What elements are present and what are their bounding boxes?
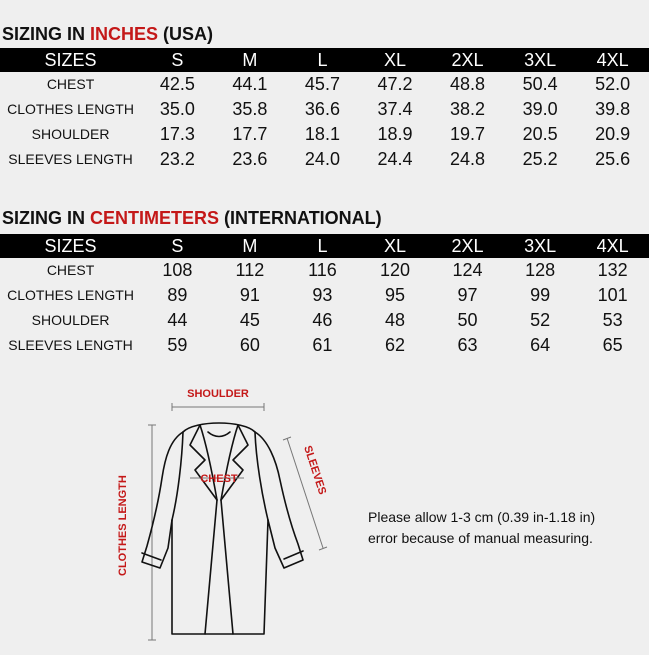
table-cell: 38.2: [450, 99, 486, 119]
table-cell: 45: [239, 310, 260, 330]
table-cell: 47.2: [377, 74, 413, 94]
table-cell: 89: [167, 285, 188, 305]
table-cell: 116: [308, 260, 337, 280]
shoulder-label: SHOULDER: [187, 388, 249, 400]
table-cell: 23.2: [159, 149, 195, 169]
table-cell: 64: [530, 335, 551, 355]
table-cell: 23.6: [232, 149, 268, 169]
inches-title-suffix: (USA): [158, 24, 214, 44]
cm-title-prefix: SIZING IN: [2, 208, 91, 228]
table-row: [0, 283, 649, 308]
header-size-xl: XL: [383, 50, 406, 70]
inches-title-prefix: SIZING IN: [2, 24, 91, 44]
coat-measurement-diagram: [100, 378, 340, 648]
table-cell: 124: [452, 260, 483, 280]
row-label: SHOULDER: [31, 312, 110, 328]
table-cell: 53: [602, 310, 623, 330]
table-cell: 120: [379, 260, 411, 280]
table-row: [0, 333, 649, 358]
table-cell: 128: [525, 260, 556, 280]
header-size-2xl: 2XL: [451, 50, 484, 70]
header-size-xl: XL: [383, 236, 406, 256]
sleeves-label: SLEEVES: [301, 444, 329, 497]
table-cell: 39.8: [595, 99, 631, 119]
table-cell: 20.9: [595, 124, 631, 144]
table-cell: 37.4: [377, 99, 413, 119]
clothes-length-label: CLOTHES LENGTH: [117, 475, 129, 576]
cm-title-suffix: (INTERNATIONAL): [219, 208, 382, 228]
table-cell: 52: [530, 310, 551, 330]
inches-section-title: [2, 22, 213, 46]
row-label: SLEEVES LENGTH: [8, 151, 133, 167]
header-size-3xl: 3XL: [524, 236, 557, 256]
header-size-s: S: [171, 50, 184, 70]
table-cell: 35.0: [159, 99, 195, 119]
row-label: CLOTHES LENGTH: [7, 101, 134, 117]
table-cell: 46: [312, 310, 333, 330]
table-cell: 18.1: [304, 124, 340, 144]
inches-size-table: [0, 48, 649, 172]
coat-illustration: [142, 423, 303, 634]
header-size-s: S: [171, 236, 184, 256]
header-size-l: L: [317, 236, 328, 256]
coat-collar-top: [183, 423, 255, 432]
header-sizes: SIZES: [44, 236, 97, 256]
table-cell: 25.2: [522, 149, 558, 169]
table-cell: 132: [597, 260, 628, 280]
table-cell: 50.4: [522, 74, 558, 94]
header-size-4xl: 4XL: [596, 50, 629, 70]
table-cell: 17.7: [232, 124, 268, 144]
table-cell: 35.8: [232, 99, 268, 119]
table-cell: 24.0: [304, 149, 340, 169]
inches-title-highlight: INCHES: [90, 24, 159, 44]
cm-title-highlight: CENTIMETERS: [90, 208, 220, 228]
table-row: [0, 147, 649, 172]
table-cell: 93: [312, 285, 333, 305]
centimeters-size-table: [0, 234, 649, 358]
table-cell: 44.1: [232, 74, 268, 94]
table-cell: 39.0: [522, 99, 558, 119]
chest-label: CHEST: [200, 473, 238, 485]
table-cell: 91: [239, 285, 260, 305]
table-row: [0, 72, 649, 97]
table-cell: 97: [457, 285, 478, 305]
coat-front-right: [221, 500, 233, 634]
header-size-m: M: [242, 236, 258, 256]
cm-header-row: [0, 234, 649, 258]
coat-right-sleeve: [255, 432, 303, 568]
table-row: [0, 97, 649, 122]
table-cell: 44: [167, 310, 188, 330]
table-cell: 25.6: [595, 149, 631, 169]
coat-right-side: [255, 432, 268, 520]
table-cell: 45.7: [304, 74, 340, 94]
header-size-4xl: 4XL: [596, 236, 629, 256]
row-label: SHOULDER: [31, 126, 110, 142]
table-cell: 108: [162, 260, 193, 280]
note-line-2: error because of manual measuring.: [368, 530, 593, 546]
header-size-m: M: [242, 50, 258, 70]
table-cell: 50: [457, 310, 478, 330]
table-cell: 61: [312, 335, 333, 355]
row-label: CHEST: [46, 262, 95, 278]
table-cell: 19.7: [450, 124, 486, 144]
table-cell: 95: [384, 285, 405, 305]
coat-right-cuff: [284, 551, 303, 559]
measurement-note: [368, 507, 638, 549]
coat-left-side: [172, 432, 183, 520]
header-sizes: SIZES: [44, 50, 97, 70]
table-row: [0, 122, 649, 147]
table-cell: 65: [602, 335, 623, 355]
coat-body-outline: [172, 520, 268, 634]
table-cell: 36.6: [304, 99, 340, 119]
inches-header-row: [0, 48, 649, 72]
row-label: SLEEVES LENGTH: [8, 337, 133, 353]
table-cell: 63: [457, 335, 478, 355]
table-cell: 99: [530, 285, 551, 305]
table-row: [0, 258, 649, 283]
table-cell: 48.8: [450, 74, 486, 94]
coat-neckline: [208, 432, 230, 437]
table-cell: 17.3: [159, 124, 195, 144]
table-cell: 24.8: [450, 149, 486, 169]
table-cell: 24.4: [377, 149, 413, 169]
table-cell: 60: [239, 335, 260, 355]
table-row: [0, 308, 649, 333]
table-cell: 62: [384, 335, 405, 355]
row-label: CHEST: [46, 76, 95, 92]
header-size-2xl: 2XL: [451, 236, 484, 256]
table-cell: 20.5: [522, 124, 558, 144]
coat-front-left: [205, 500, 217, 634]
note-line-1: Please allow 1-3 cm (0.39 in-1.18 in): [368, 509, 596, 525]
table-cell: 112: [235, 260, 265, 280]
table-cell: 42.5: [159, 74, 195, 94]
table-cell: 52.0: [595, 74, 631, 94]
table-cell: 18.9: [377, 124, 413, 144]
header-size-l: L: [317, 50, 328, 70]
table-cell: 59: [167, 335, 188, 355]
header-size-3xl: 3XL: [524, 50, 557, 70]
centimeters-section-title: [2, 206, 382, 230]
table-cell: 101: [597, 285, 628, 305]
row-label: CLOTHES LENGTH: [7, 287, 134, 303]
table-cell: 48: [384, 310, 405, 330]
